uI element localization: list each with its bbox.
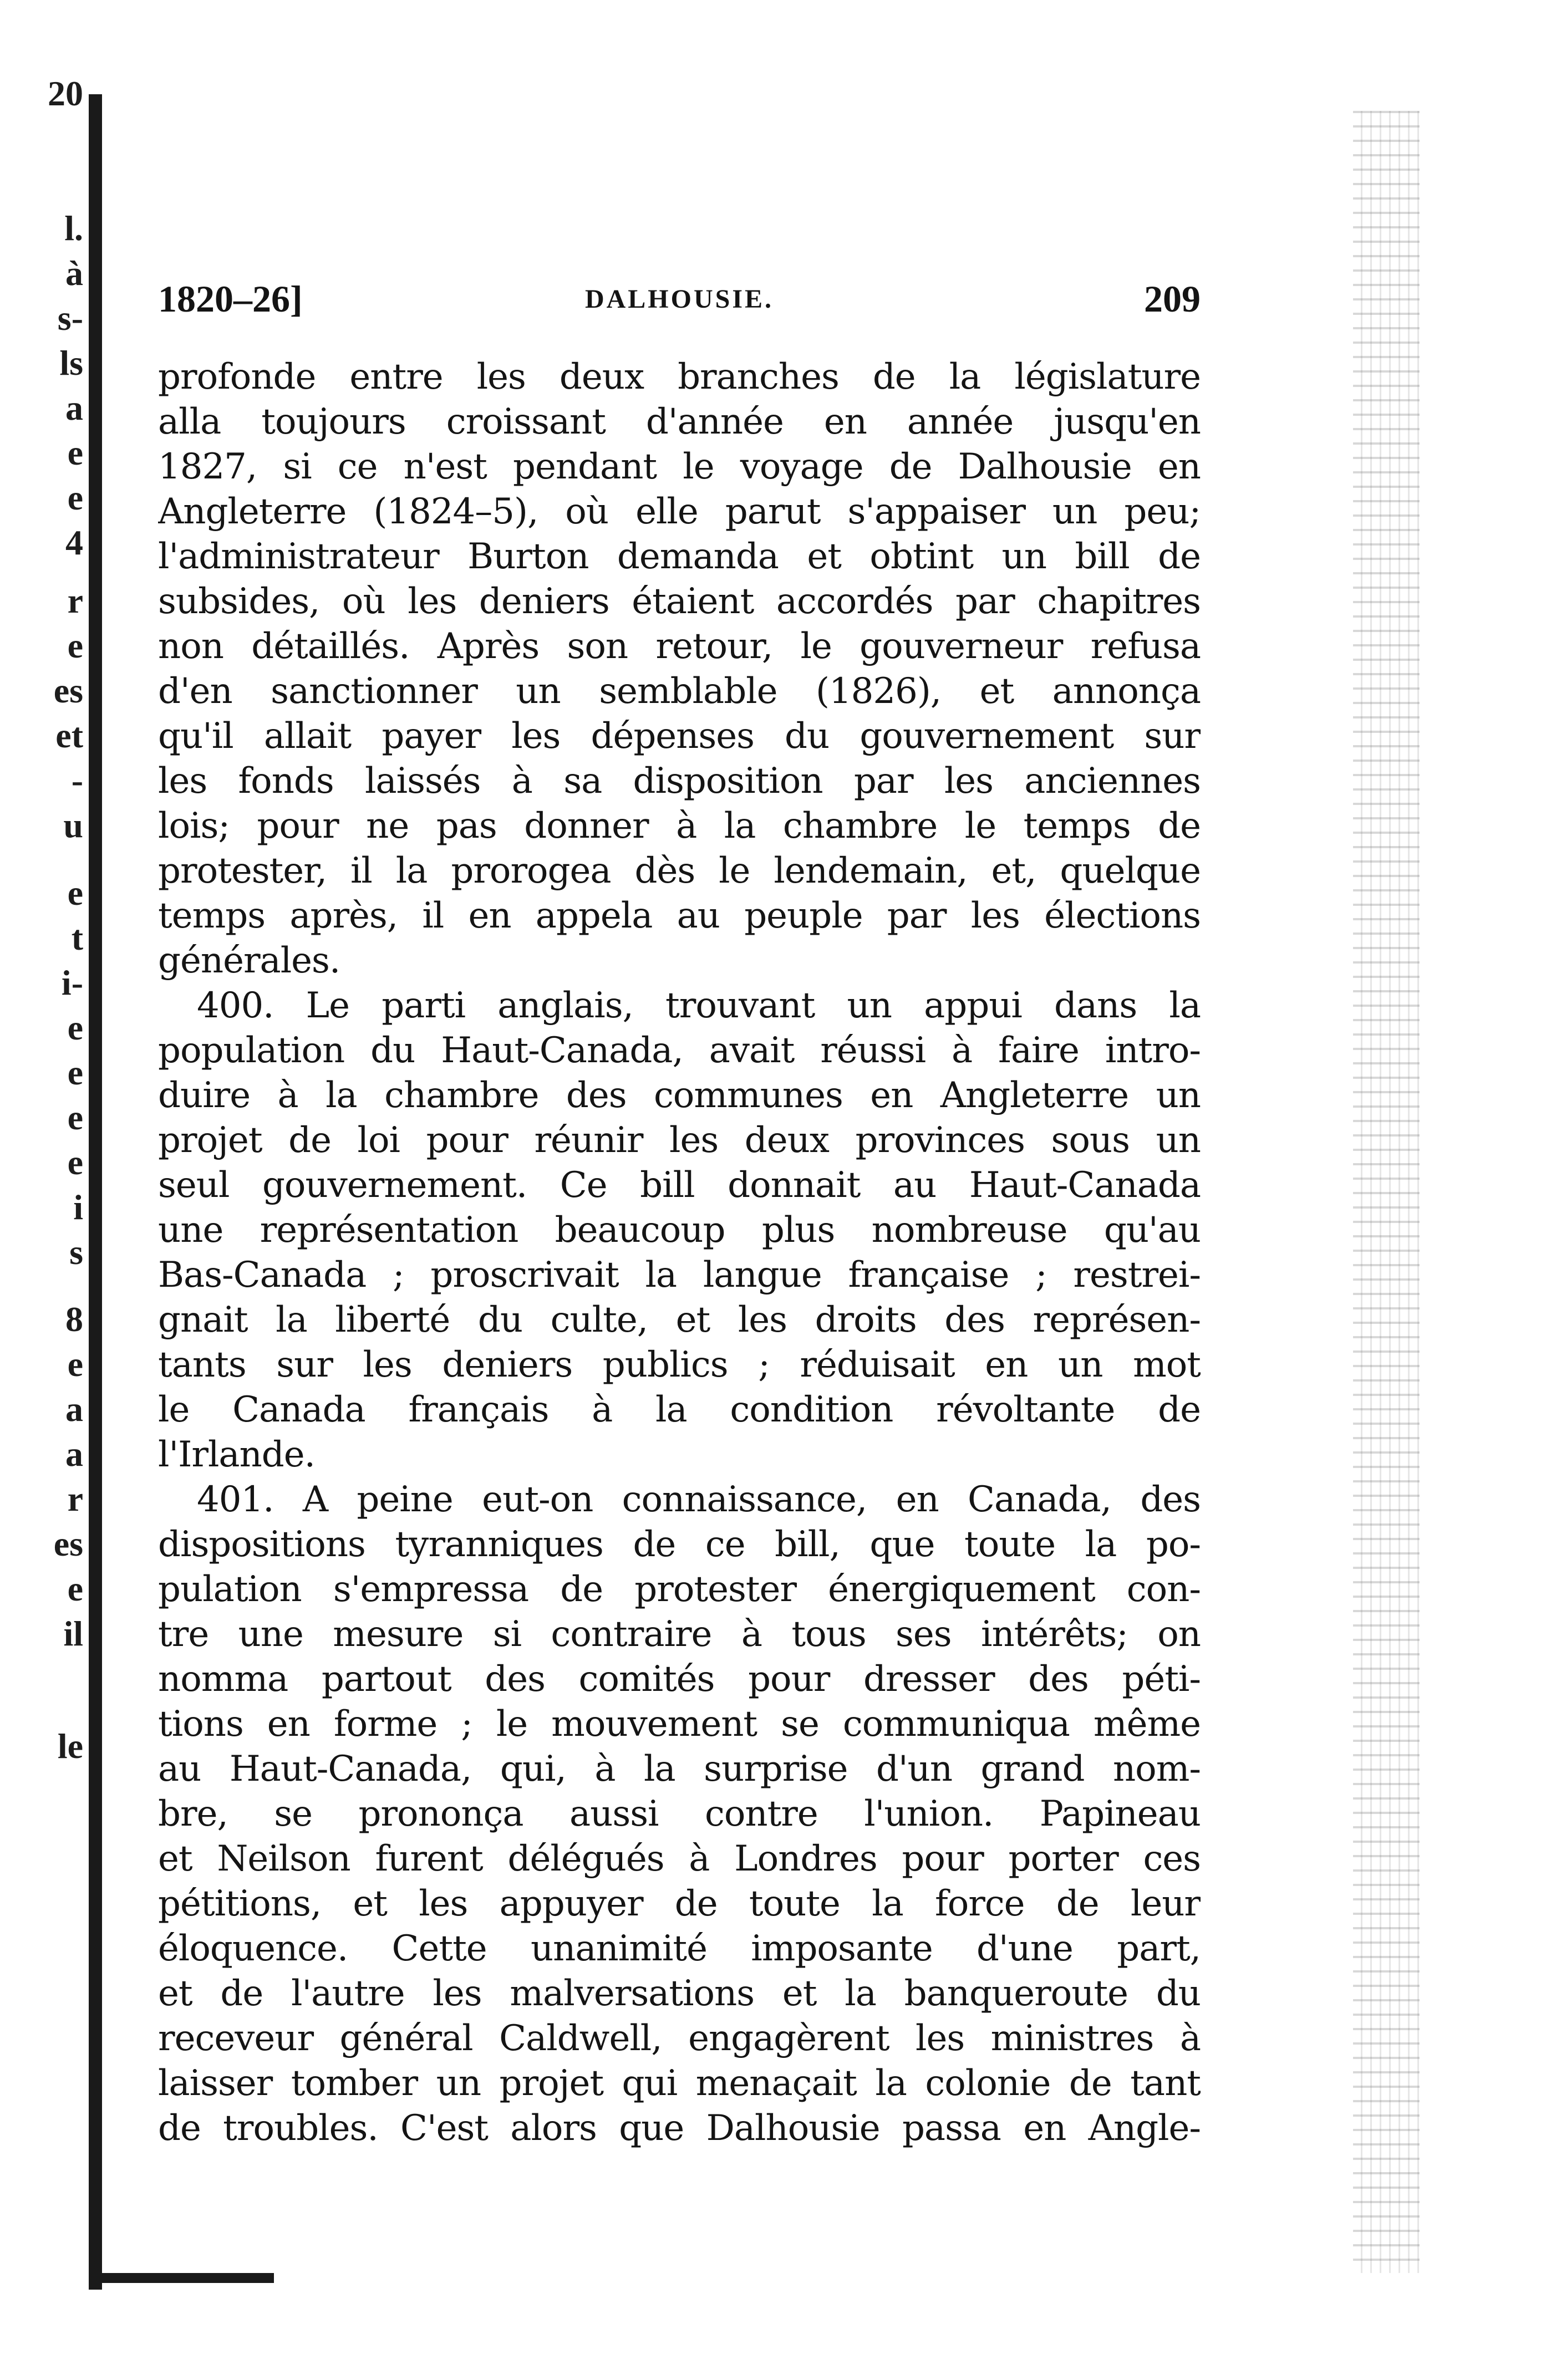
fragment-glyph: - <box>71 761 83 801</box>
fragment-glyph: es <box>53 1524 83 1564</box>
text-line: tre une mesure si contraire à tous ses intérêts; on <box>158 1614 1201 1655</box>
text-line: laisser tomber un projet qui menaçait la colonie de tant <box>158 2063 1201 2104</box>
fragment-glyph: s- <box>57 298 83 338</box>
text-line: seul gouvernement. Ce bill donnait au Haut-Canada <box>158 1165 1201 1206</box>
text-line: population du Haut-Canada, avait réussi à faire intro- <box>158 1030 1201 1071</box>
body-text <box>158 355 1201 2151</box>
fragment-glyph: à <box>65 253 83 293</box>
text-line: d'en sanctionner un semblable (1826), et annonça <box>158 671 1201 712</box>
text-line: l'Irlande. <box>158 1434 315 1475</box>
fragment-glyph: e <box>67 873 83 913</box>
fragment-glyph: a <box>65 388 83 427</box>
fragment-glyph: a <box>65 1389 83 1429</box>
fragment-glyph: 20 <box>48 74 83 113</box>
text-line: subsides, où les deniers étaient accordés par chapitres <box>158 581 1201 622</box>
fragment-glyph: t <box>71 918 83 957</box>
fragment-glyph: e <box>67 1569 83 1609</box>
text-line: temps après, il en appela au peuple par les élections <box>158 895 1201 936</box>
fragment-glyph: e <box>67 433 83 472</box>
fragment-glyph: i <box>73 1187 83 1227</box>
text-line: protester, il la prorogea dès le lendemain, et, quelque <box>158 850 1201 891</box>
text-line: 401. A peine eut-on connaissance, en Canada, des <box>197 1479 1201 1520</box>
text-line: une représentation beaucoup plus nombreuse qu'au <box>158 1210 1201 1251</box>
page-edge-speckle <box>1353 111 1420 2273</box>
fragment-glyph: e <box>67 1097 83 1137</box>
text-line: pétitions, et les appuyer de toute la force de leur <box>158 1883 1201 1924</box>
text-line: Bas-Canada ; proscrivait la langue française ; restrei- <box>158 1255 1201 1296</box>
text-line: les fonds laissés à sa disposition par les anciennes <box>158 761 1201 802</box>
fragment-glyph: r <box>67 581 83 621</box>
text-line: générales. <box>158 940 340 981</box>
fragment-glyph: u <box>63 806 83 845</box>
fragment-glyph: r <box>67 1479 83 1519</box>
text-line: duire à la chambre des communes en Angleterre un <box>158 1075 1201 1116</box>
text-line: de troubles. C'est alors que Dalhousie passa en Angle- <box>158 2108 1201 2149</box>
bottom-rule <box>102 2273 274 2283</box>
text-line: et Neilson furent délégués à Londres pour porter ces <box>158 1838 1201 1879</box>
text-line: nomma partout des comités pour dresser des péti- <box>158 1659 1201 1700</box>
running-title: DALHOUSIE. <box>584 284 774 314</box>
text-line: qu'il allait payer les dépenses du gouvernement sur <box>158 716 1201 757</box>
text-line: le Canada français à la condition révoltante de <box>158 1389 1201 1430</box>
text-line: non détaillés. Après son retour, le gouverneur refusa <box>158 626 1201 667</box>
text-line: éloquence. Cette unanimité imposante d'une part, <box>158 1928 1201 1969</box>
text-line: gnait la liberté du culte, et les droits des représen- <box>158 1299 1201 1341</box>
text-line: Angleterre (1824–5), où elle parut s'appaiser un peu; <box>158 491 1201 532</box>
text-line: bre, se prononça aussi contre l'union. Papineau <box>158 1793 1201 1834</box>
text-line: tants sur les deniers publics ; réduisait en un mot <box>158 1344 1201 1385</box>
page-header <box>158 277 1201 338</box>
binding-rule <box>89 94 102 2290</box>
fragment-glyph: ls <box>59 343 83 383</box>
text-line: alla toujours croissant d'année en année jusqu'en <box>158 401 1201 442</box>
text-line: dispositions tyranniques de ce bill, que toute la po- <box>158 1524 1201 1565</box>
header-date-range: 1820–26] <box>158 278 303 320</box>
fragment-glyph: 4 <box>65 523 83 562</box>
fragment-glyph: 8 <box>65 1299 83 1339</box>
text-line: tions en forme ; le mouvement se communiqua même <box>158 1704 1201 1745</box>
fragment-glyph: e <box>67 1344 83 1384</box>
page-number: 209 <box>1144 278 1201 320</box>
fragment-glyph: e <box>67 1052 83 1092</box>
text-line: et de l'autre les malversations et la banqueroute du <box>158 1973 1201 2014</box>
text-line: receveur général Caldwell, engagèrent les ministres à <box>158 2018 1201 2059</box>
text-line: l'administrateur Burton demanda et obtint un bill de <box>158 536 1201 577</box>
fragment-glyph: es <box>53 671 83 711</box>
text-line: projet de loi pour réunir les deux provinces sous un <box>158 1120 1201 1161</box>
text-line: lois; pour ne pas donner à la chambre le temps de <box>158 806 1201 847</box>
fragment-glyph: l. <box>64 208 83 248</box>
text-line: profonde entre les deux branches de la législature <box>158 356 1201 397</box>
fragment-glyph: s <box>69 1232 83 1272</box>
text-line: pulation s'empressa de protester énergiquement con- <box>158 1569 1201 1610</box>
text-line: au Haut-Canada, qui, à la surprise d'un grand nom- <box>158 1749 1201 1790</box>
fragment-glyph: e <box>67 478 83 517</box>
text-line: 1827, si ce n'est pendant le voyage de Dalhousie en <box>158 446 1201 487</box>
fragment-glyph: e <box>67 1142 83 1182</box>
fragment-glyph: i- <box>61 962 83 1002</box>
fragment-glyph: il <box>63 1614 83 1654</box>
fragment-glyph: e <box>67 626 83 666</box>
fragment-glyph: e <box>67 1007 83 1047</box>
fragment-glyph: le <box>57 1726 83 1766</box>
fragment-glyph: et <box>55 716 83 756</box>
fragment-glyph: a <box>65 1434 83 1474</box>
text-line: 400. Le parti anglais, trouvant un appui dans la <box>197 985 1201 1026</box>
